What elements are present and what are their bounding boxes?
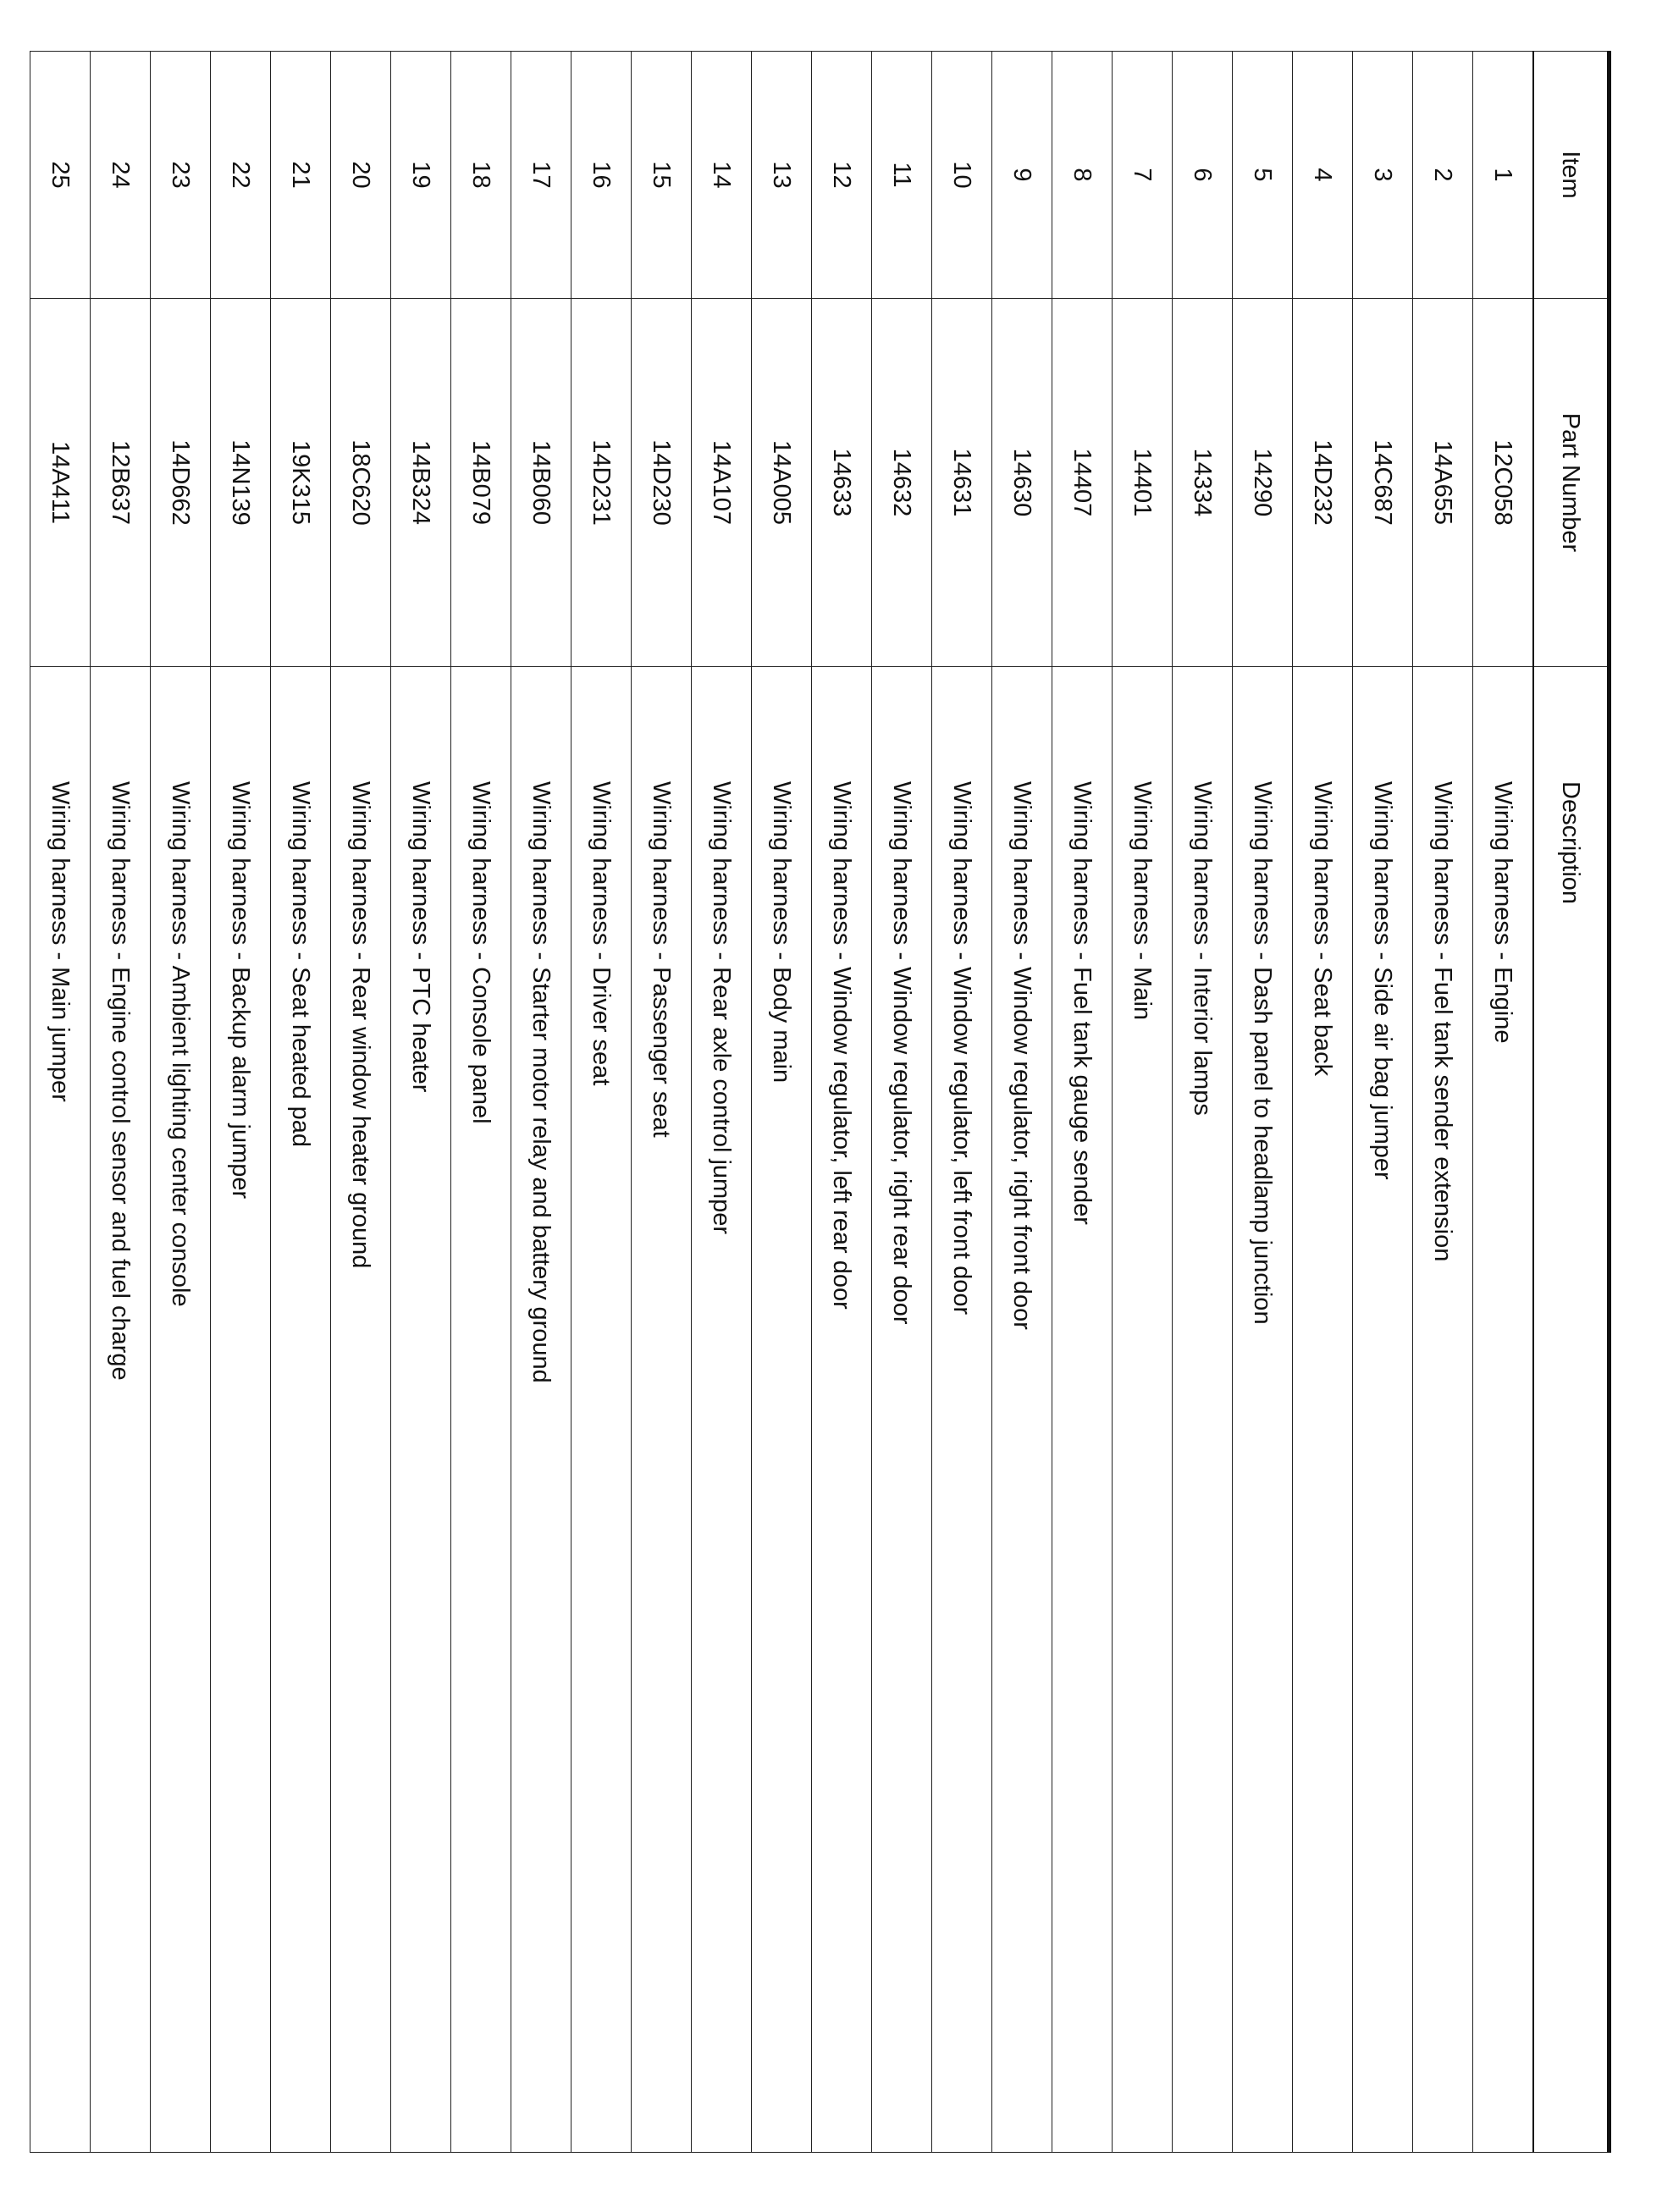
table-row [632,52,692,2153]
part-number-cell: 14A107 [692,299,752,667]
part-number-cell: 14A655 [1413,299,1473,667]
description-cell: Wiring harness - Driver seat [571,667,632,2153]
description-cell: Wiring harness - Main jumper [30,667,91,2153]
description-cell: Wiring harness - Engine [1473,667,1534,2153]
description-cell: Wiring harness - Interior lamps [1173,667,1233,2153]
item-cell: 1 [1473,52,1534,299]
part-number-cell: 14N139 [211,299,271,667]
table-row [1113,52,1173,2153]
part-number-cell: 14A005 [752,299,812,667]
item-cell: 4 [1293,52,1353,299]
part-number-cell: 14334 [1173,299,1233,667]
item-cell: 21 [271,52,331,299]
item-cell: 20 [331,52,391,299]
description-cell: Wiring harness - Starter motor relay and battery ground [511,667,571,2153]
item-cell: 18 [451,52,511,299]
item-cell: 22 [211,52,271,299]
item-cell: 5 [1233,52,1293,299]
description-cell: Wiring harness - Ambient lighting center console [151,667,211,2153]
table-row [511,52,571,2153]
table-row [932,52,992,2153]
table-row [1052,52,1113,2153]
description-cell: Wiring harness - Seat heated pad [271,667,331,2153]
item-cell: 12 [812,52,872,299]
item-cell: 13 [752,52,812,299]
description-cell: Wiring harness - Backup alarm jumper [211,667,271,2153]
table-row [211,52,271,2153]
table-row [391,52,451,2153]
description-cell: Wiring harness - Window regulator, left front door [932,667,992,2153]
table-row [812,52,872,2153]
item-cell: 7 [1113,52,1173,299]
description-cell: Wiring harness - Main [1113,667,1173,2153]
table-row [271,52,331,2153]
part-number-cell: 14407 [1052,299,1113,667]
description-cell: Wiring harness - Passenger seat [632,667,692,2153]
description-cell: Wiring harness - Seat back [1293,667,1353,2153]
part-number-cell: 14B324 [391,299,451,667]
part-number-cell: 14290 [1233,299,1293,667]
description-cell: Wiring harness - Window regulator, right rear door [872,667,932,2153]
item-cell: 2 [1413,52,1473,299]
part-number-cell: 14401 [1113,299,1173,667]
item-cell: 25 [30,52,91,299]
part-number-cell: 14633 [812,299,872,667]
description-cell: Wiring harness - Body main [752,667,812,2153]
part-number-cell: 14D232 [1293,299,1353,667]
rotated-page [34,51,1611,2153]
item-cell: 19 [391,52,451,299]
item-cell: 15 [632,52,692,299]
part-number-cell: 14B060 [511,299,571,667]
table-row [571,52,632,2153]
part-number-cell: 14D231 [571,299,632,667]
table-row [91,52,151,2153]
table-row [1413,52,1473,2153]
table-row [752,52,812,2153]
item-cell: 6 [1173,52,1233,299]
description-cell: Wiring harness - Dash panel to headlamp junction [1233,667,1293,2153]
item-cell: 9 [992,52,1052,299]
description-cell: Wiring harness - Fuel tank sender extension [1413,667,1473,2153]
description-cell: Wiring harness - Rear window heater ground [331,667,391,2153]
part-number-cell: 12B637 [91,299,151,667]
description-cell: Wiring harness - Engine control sensor and fuel charge [91,667,151,2153]
table-row [692,52,752,2153]
part-number-cell: 14D230 [632,299,692,667]
item-cell: 10 [932,52,992,299]
description-cell: Wiring harness - Console panel [451,667,511,2153]
table-row [451,52,511,2153]
description-cell: Wiring harness - Fuel tank gauge sender [1052,667,1113,2153]
column-header-part-number: Part Number [1533,299,1610,667]
table-row [1293,52,1353,2153]
table-row [1233,52,1293,2153]
column-header-description: Description [1533,667,1610,2153]
part-number-cell: 14631 [932,299,992,667]
item-cell: 3 [1353,52,1413,299]
part-number-cell: 14C687 [1353,299,1413,667]
item-cell: 24 [91,52,151,299]
parts-table [30,51,1611,2153]
column-header-item: Item [1533,52,1610,299]
table-row [1173,52,1233,2153]
part-number-cell: 14D662 [151,299,211,667]
item-cell: 14 [692,52,752,299]
table-row [992,52,1052,2153]
description-cell: Wiring harness - Side air bag jumper [1353,667,1413,2153]
description-cell: Wiring harness - PTC heater [391,667,451,2153]
table-row [1353,52,1413,2153]
part-number-cell: 12C058 [1473,299,1534,667]
table-header-row [1533,52,1610,2153]
part-number-cell: 14632 [872,299,932,667]
table-body [30,52,1534,2153]
table-row [151,52,211,2153]
description-cell: Wiring harness - Window regulator, right front door [992,667,1052,2153]
item-cell: 17 [511,52,571,299]
item-cell: 23 [151,52,211,299]
part-number-cell: 14630 [992,299,1052,667]
part-number-cell: 14A411 [30,299,91,667]
item-cell: 11 [872,52,932,299]
item-cell: 8 [1052,52,1113,299]
part-number-cell: 19K315 [271,299,331,667]
table-row [331,52,391,2153]
table-row [30,52,91,2153]
description-cell: Wiring harness - Window regulator, left rear door [812,667,872,2153]
part-number-cell: 18C620 [331,299,391,667]
item-cell: 16 [571,52,632,299]
part-number-cell: 14B079 [451,299,511,667]
description-cell: Wiring harness - Rear axle control jumper [692,667,752,2153]
table-row [1473,52,1534,2153]
table-row [872,52,932,2153]
